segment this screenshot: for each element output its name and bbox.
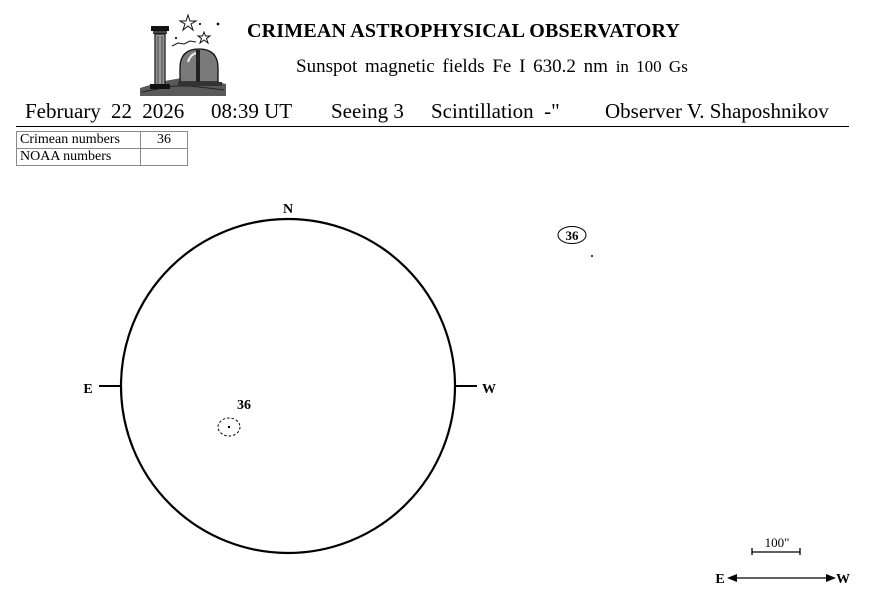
observation-time: 08:39 UT (211, 99, 293, 123)
seeing-label: Seeing (331, 99, 389, 123)
arrow-right-head-icon (826, 574, 836, 582)
arrow-west-label: W (836, 572, 850, 587)
detail-group-label: 36 (565, 228, 579, 243)
scintillation-value: -" (544, 99, 560, 123)
solar-disk-outline (121, 219, 455, 553)
subtitle-main: Sunspot magnetic fields Fe I 630.2 nm (296, 56, 608, 77)
seeing-value: 3 (393, 99, 404, 123)
observer-label: Observer (605, 99, 682, 123)
sunspot-dot (228, 426, 230, 428)
crimean-numbers-label: Crimean numbers (17, 132, 141, 149)
disk-group-label: 36 (237, 398, 251, 413)
observation-date: February 22 2026 (25, 99, 185, 123)
noaa-numbers-label: NOAA numbers (17, 149, 141, 166)
arrow-east-label: E (715, 572, 725, 587)
west-label: W (482, 382, 496, 397)
scintillation-label: Scintillation (431, 99, 534, 123)
north-label: N (282, 202, 294, 217)
scale-label: 100" (764, 535, 790, 550)
detail-sunspot-dot (591, 255, 593, 257)
arrow-left-head-icon (727, 574, 737, 582)
east-label: E (83, 382, 93, 397)
observatory-title: CRIMEAN ASTROPHYSICAL OBSERVATORY (247, 20, 681, 42)
crimean-numbers-value: 36 (141, 132, 188, 149)
observer-name: V. Shaposhnikov (686, 99, 829, 123)
subtitle-unit: in 100 Gs (615, 57, 688, 76)
